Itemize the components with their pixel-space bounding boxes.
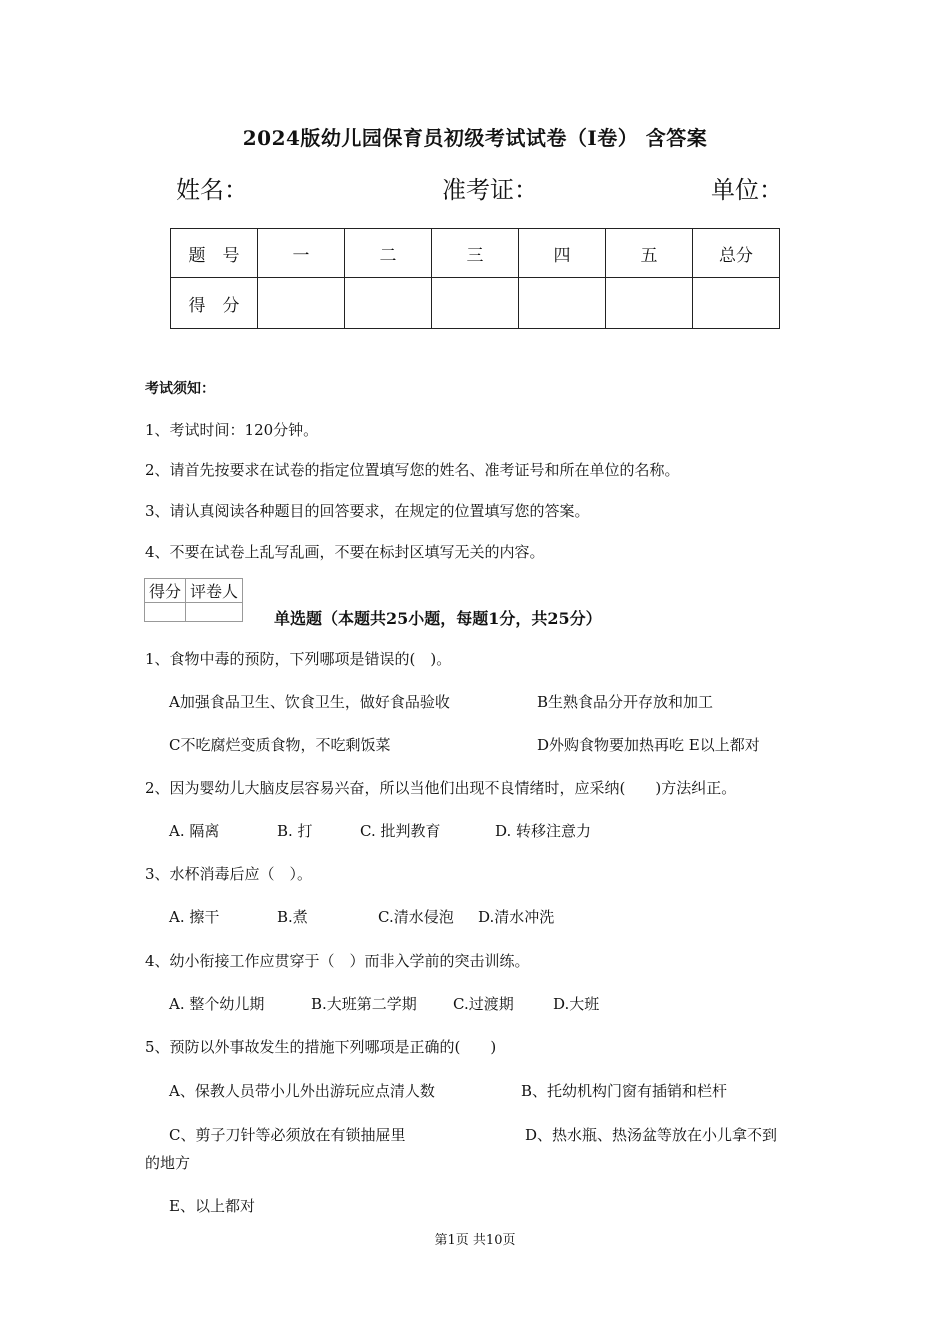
score-cell[interactable] [606, 278, 693, 329]
question-option: D外购食物要加热再吃 E以上都对 [537, 736, 760, 754]
question-option: A. 隔离 [169, 822, 220, 840]
question-option: D.大班 [553, 995, 600, 1013]
score-header-cell: 二 [345, 229, 432, 278]
question-option-continuation: 的地方 [145, 1154, 191, 1172]
exam-no-field-label: 准考证： [442, 176, 538, 204]
score-row-label: 得 分 [171, 278, 258, 329]
notice-item: 3、请认真阅读各种题目的回答要求，在规定的位置填写您的答案。 [145, 502, 590, 520]
score-header-cell: 三 [432, 229, 519, 278]
question-option: B.大班第二学期 [311, 995, 417, 1013]
score-cell[interactable] [258, 278, 345, 329]
score-header-cell: 四 [519, 229, 606, 278]
question-option: D. 转移注意力 [495, 822, 592, 840]
notice-item: 4、不要在试卷上乱写乱画，不要在标封区填写无关的内容。 [145, 543, 545, 561]
grader-name-cell[interactable] [186, 603, 243, 622]
question-option: B. 打 [277, 822, 313, 840]
score-cell[interactable] [432, 278, 519, 329]
grader-score-label: 得分 [145, 579, 186, 603]
question-option: A、保教人员带小儿外出游玩应点清人数 [169, 1082, 435, 1100]
question-option: A. 擦干 [169, 908, 220, 926]
score-cell[interactable] [693, 278, 780, 329]
question-stem: 4、幼小衔接工作应贯穿于（ ）而非入学前的突击训练。 [145, 952, 530, 970]
question-option: A加强食品卫生、饮食卫生，做好食品验收 [169, 693, 450, 711]
score-cell[interactable] [345, 278, 432, 329]
notice-heading: 考试须知： [145, 381, 215, 397]
grader-name-label: 评卷人 [186, 579, 243, 603]
notice-item: 1、考试时间：120分钟。 [145, 421, 319, 439]
question-option: B.煮 [277, 908, 308, 926]
score-header-cell: 题 号 [171, 229, 258, 278]
score-header-cell: 总分 [693, 229, 780, 278]
score-table [170, 228, 780, 329]
question-option: D.清水冲洗 [478, 908, 555, 926]
score-table-score-row [171, 278, 780, 329]
question-stem: 1、食物中毒的预防，下列哪项是错误的( )。 [145, 650, 452, 668]
name-field-label: 姓名： [176, 176, 248, 204]
score-header-cell: 一 [258, 229, 345, 278]
section-title: 单选题（本题共25小题，每题1分，共25分） [274, 609, 602, 628]
question-option: B、托幼机构门窗有插销和栏杆 [521, 1082, 728, 1100]
question-stem: 3、水杯消毒后应（ ）。 [145, 865, 313, 883]
score-cell[interactable] [519, 278, 606, 329]
question-option: E、以上都对 [169, 1197, 255, 1215]
question-option: B生熟食品分开存放和加工 [537, 693, 714, 711]
question-option: D、热水瓶、热汤盆等放在小儿拿不到 [525, 1126, 778, 1144]
score-table-header-row [171, 229, 780, 278]
grader-table [144, 578, 243, 622]
question-option: C.过渡期 [453, 995, 514, 1013]
question-stem: 5、预防以外事故发生的措施下列哪项是正确的( ) [145, 1038, 497, 1056]
question-stem: 2、因为婴幼儿大脑皮层容易兴奋，所以当他们出现不良情绪时，应采纳( )方法纠正。 [145, 779, 737, 797]
question-option: C不吃腐烂变质食物，不吃剩饭菜 [169, 736, 391, 754]
question-option: A. 整个幼儿期 [169, 995, 265, 1013]
question-option: C. 批判教育 [360, 822, 441, 840]
question-option: C、剪子刀针等必须放在有锁抽屉里 [169, 1126, 406, 1144]
score-header-cell: 五 [606, 229, 693, 278]
question-option: C.清水侵泡 [378, 908, 454, 926]
page-number: 第1页 共10页 [434, 1233, 516, 1248]
page-title: 2024版幼儿园保育员初级考试试卷（I卷） 含答案 [242, 126, 708, 150]
unit-field-label: 单位： [711, 176, 783, 204]
notice-item: 2、请首先按要求在试卷的指定位置填写您的姓名、准考证号和所在单位的名称。 [145, 461, 680, 479]
grader-score-cell[interactable] [145, 603, 186, 622]
